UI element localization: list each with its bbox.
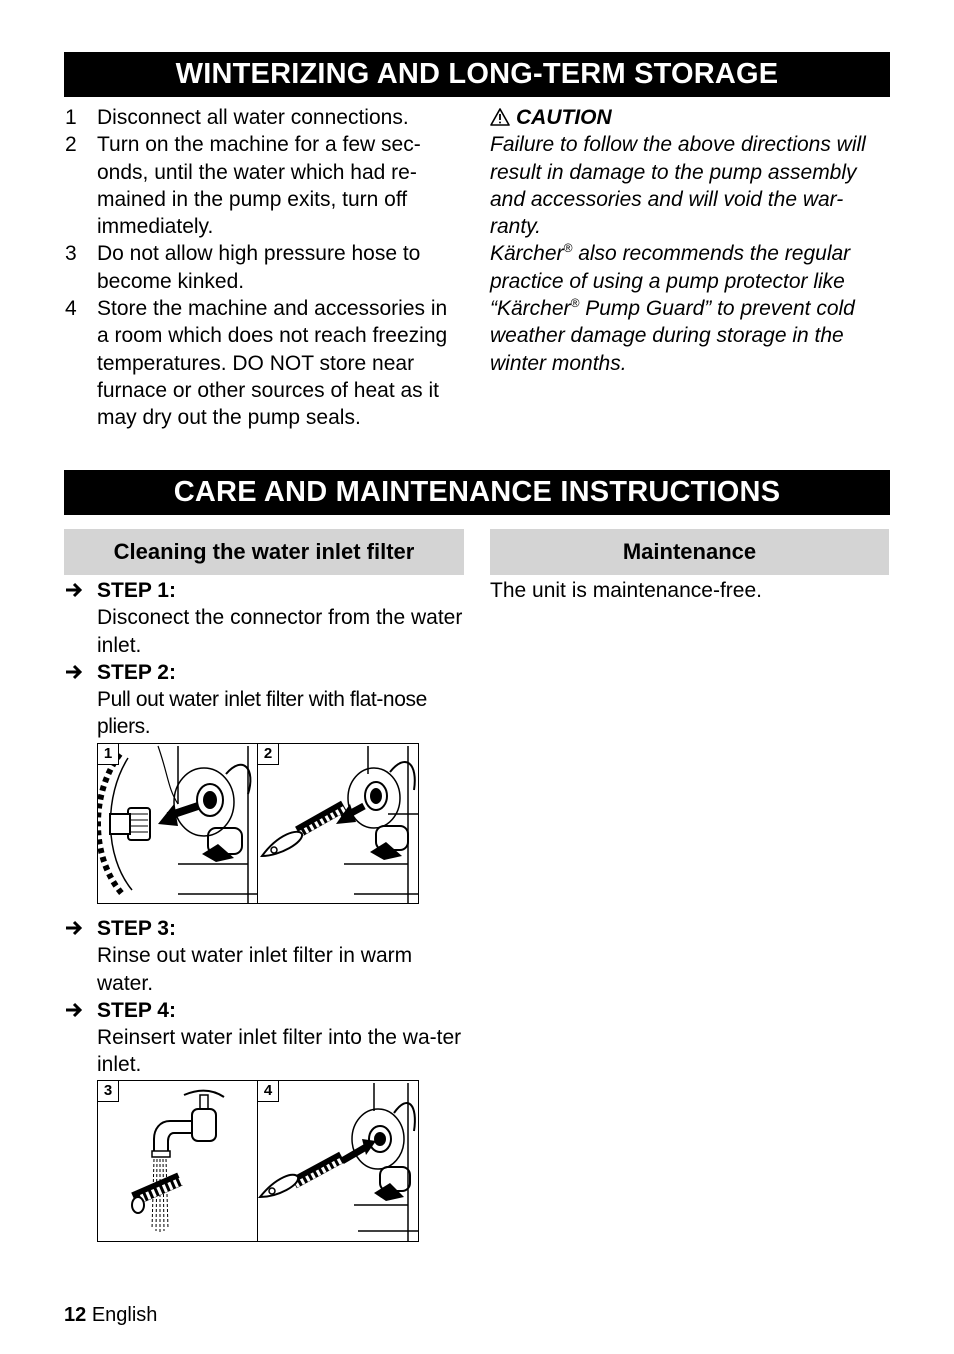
maintenance-text: The unit is maintenance-free.	[490, 579, 762, 602]
illustration-remove-connector	[98, 744, 258, 903]
caution-recommendation: Kärcher® also recommends the regular practice of using a pump protector like “Kärcher® Pump Guard” to prevent cold weather damage during storage in the winter months.	[490, 241, 855, 375]
section-title-winterizing: WINTERIZING AND LONG-TERM STORAGE	[64, 52, 890, 97]
illustration-rinse-filter	[98, 1081, 258, 1241]
step-1: STEP 1: Disconect the connector from the water inlet.	[64, 577, 466, 659]
arrow-right-icon	[64, 660, 86, 684]
step-2: STEP 2: Pull out water inlet filter with flat-nose pliers.	[64, 659, 466, 741]
list-item: 1 Disconnect all water connections.	[65, 106, 409, 129]
figure-3: 3	[97, 1080, 259, 1242]
arrow-right-icon	[64, 578, 86, 602]
figure-2: 2	[257, 743, 419, 904]
list-item: 4 Store the machine and accessories in a room which does not reach freezing temperatures. DO NOT store near furnace or other sources of heat as it may dry out the pump seals.	[65, 297, 448, 430]
warning-triangle-icon	[490, 108, 510, 126]
list-item: 3 Do not allow high pressure hose to become kinked.	[65, 242, 421, 293]
subheading-filter: Cleaning the water inlet filter	[64, 529, 464, 575]
footer-language: English	[91, 1304, 158, 1326]
subheading-maintenance: Maintenance	[490, 529, 889, 575]
figure-1: 1	[97, 743, 259, 904]
filter-steps-b	[64, 915, 466, 1079]
step-4: STEP 4: Reinsert water inlet filter into the wa-ter inlet.	[64, 997, 466, 1079]
caution-text: Failure to follow the above directions will result in damage to the pump assembly and accessories and will void the war-ranty.	[490, 133, 866, 239]
step-3: STEP 3: Rinse out water inlet filter in warm water.	[64, 915, 466, 997]
figure-4: 4	[257, 1080, 419, 1242]
page-number: 12	[64, 1304, 87, 1326]
illustration-pull-filter	[258, 744, 418, 903]
caution-heading: CAUTION	[490, 104, 890, 131]
illustration-reinsert-filter	[258, 1081, 418, 1241]
page-footer	[64, 1302, 157, 1329]
arrow-right-icon	[64, 916, 86, 940]
arrow-right-icon	[64, 998, 86, 1022]
list-item: 2 Turn on the machine for a few sec-onds, until the water which had re-mained in the pump exits, turn off immediately.	[65, 133, 421, 239]
filter-steps-a	[64, 577, 466, 741]
section-title-care: CARE AND MAINTENANCE INSTRUCTIONS	[64, 470, 890, 515]
caution-box	[490, 104, 890, 377]
winterizing-steps	[64, 104, 464, 432]
